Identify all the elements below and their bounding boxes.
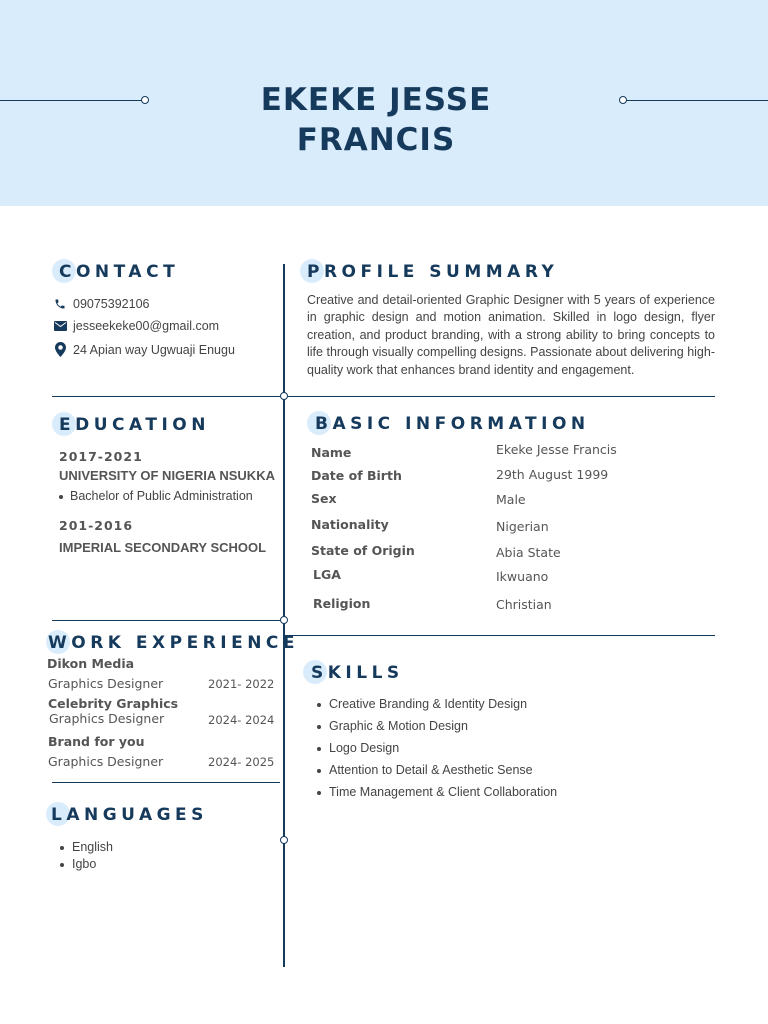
divider-work [52,782,280,783]
contact-title: CONTACT [59,262,180,282]
skill-item: Creative Branding & Identity Design [329,697,528,711]
info-label-state: State of Origin [311,543,415,558]
work-role-1: Graphics Designer [48,676,164,691]
divider-dot-3 [280,836,288,844]
info-label-dob: Date of Birth [311,468,402,483]
person-name: EKEKE JESSE FRANCIS [260,82,492,158]
header-right-line [626,100,768,101]
contact-email: jesseekeke00@gmail.com [73,319,220,333]
work-company-2: Celebrity Graphics [48,696,179,711]
skill-item: Attention to Detail & Aesthetic Sense [329,763,533,777]
contact-phone: 09075392106 [73,297,150,311]
work-company-1: Dikon Media [47,656,135,671]
divider-basic-info [284,635,715,636]
info-value-religion: Christian [496,597,552,612]
work-title: WORK EXPERIENCE [48,633,300,653]
languages-title: LANGUAGES [51,805,208,825]
divider-dot-1 [280,392,288,400]
work-role-2: Graphics Designer [49,711,165,726]
bullet [317,725,321,729]
profile-summary-text: Creative and detail-oriented Graphic Designer with 5 years of experience in graphic design and motion animation. Skilled in logo design, flyer creation, and product branding, with a strong ability to bring concepts to life through visually compelling designs. Passionate about delivering high-quality work that enhances brand identity and engagement. [307,293,715,377]
contact-address: 24 Apian way Ugwuaji Enugu [73,343,235,357]
education-school-2: IMPERIAL SECONDARY SCHOOL [59,540,267,555]
info-label-religion: Religion [313,596,371,611]
education-years-1: 2017-2021 [59,449,143,464]
bullet [317,747,321,751]
info-label-nationality: Nationality [311,517,389,532]
divider-profile [52,396,715,397]
info-value-state: Abia State [496,545,561,560]
language-item: English [72,840,113,854]
info-label-name: Name [311,445,352,460]
education-school-1: UNIVERSITY OF NIGERIA NSUKKA [59,468,275,483]
bullet [60,846,64,850]
basic-info-title: BASIC INFORMATION [315,414,590,434]
info-value-sex: Male [496,492,526,507]
info-value-lga: Ikwuano [496,569,549,584]
phone-icon [54,298,66,310]
header-left-line [0,100,142,101]
skill-item: Graphic & Motion Design [329,719,468,733]
skill-item: Time Management & Client Collaboration [329,785,558,799]
info-value-dob: 29th August 1999 [496,467,609,482]
language-item: Igbo [72,857,97,871]
education-years-2: 201-2016 [59,518,134,533]
work-years-3: 2024- 2025 [208,755,275,769]
bullet [317,703,321,707]
location-pin-icon [55,342,66,357]
header-right-dot [619,96,627,104]
divider-education [52,620,284,621]
info-label-lga: LGA [313,567,341,582]
skills-title: SKILLS [311,663,404,683]
skill-item: Logo Design [329,741,400,755]
bullet [59,495,63,499]
profile-title: PROFILE SUMMARY [307,262,559,282]
header-left-dot [141,96,149,104]
bullet [317,791,321,795]
divider-dot-2 [280,616,288,624]
mail-icon [54,321,67,331]
work-company-3: Brand for you [48,734,145,749]
work-years-2: 2024- 2024 [208,713,275,727]
info-label-sex: Sex [311,491,337,506]
info-value-name: Ekeke Jesse Francis [496,442,617,457]
info-value-nationality: Nigerian [496,519,549,534]
work-role-3: Graphics Designer [48,754,164,769]
bullet [60,863,64,867]
work-years-1: 2021- 2022 [208,677,275,691]
education-title: EDUCATION [59,415,210,435]
education-detail-1: Bachelor of Public Administration [70,489,253,503]
bullet [317,769,321,773]
